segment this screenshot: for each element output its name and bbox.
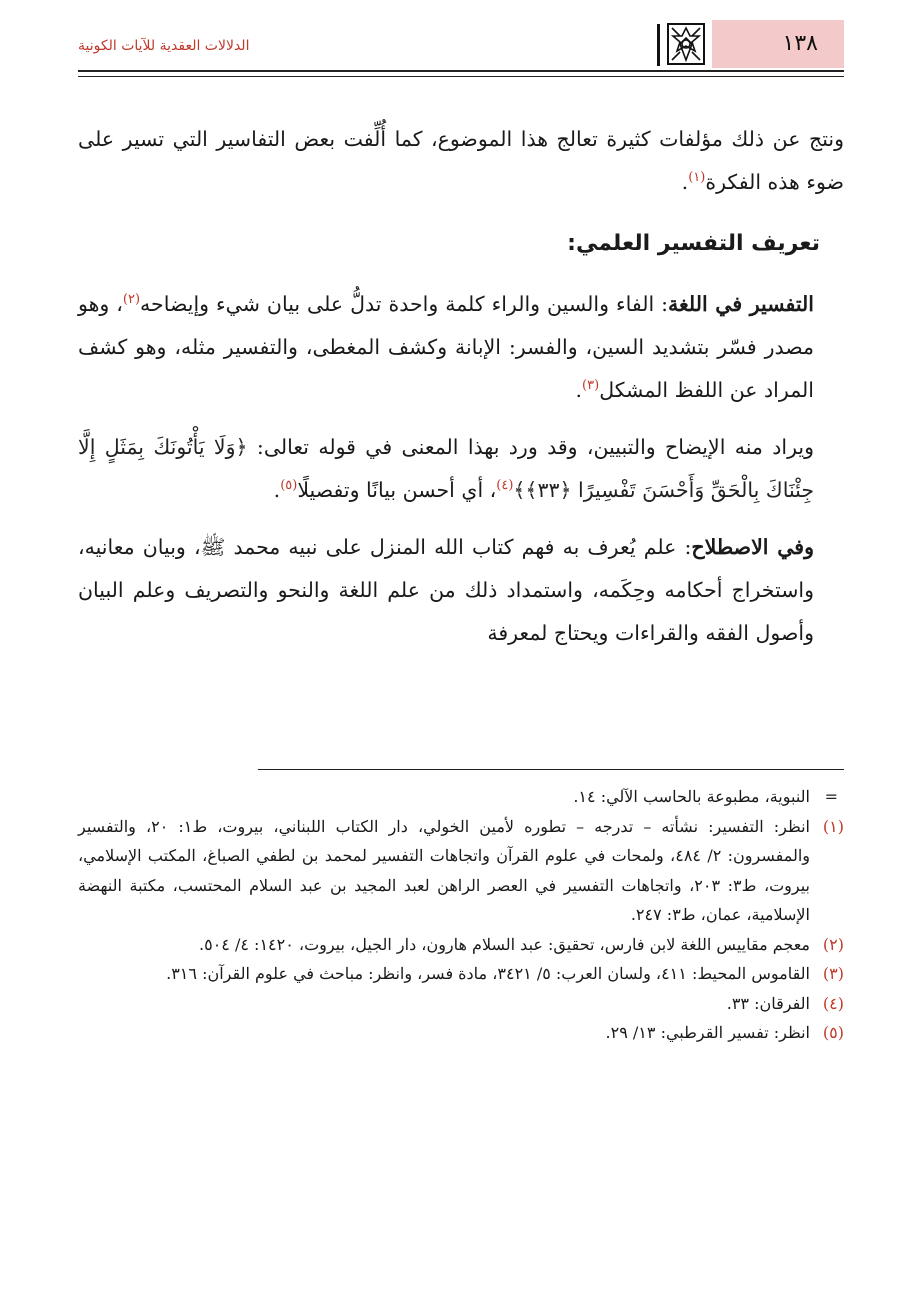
paragraph-3: ويراد منه الإيضاح والتبيين، وقد ورد بهذا المعنى في قوله تعالى: ﴿وَلَا يَأْتُونَكَ بِمَثَلٍ إِلَّا جِئْنَاكَ بِالْحَقِّ وَأَحْسَنَ تَفْسِيرًا ﴿٣٣﴾﴾$^{(٤)}$، أي أحسن بيانًا وتفصيلًا$^{(٥)}$.: [78, 435, 814, 502]
footnote-1: [78, 812, 844, 930]
footnote-ref-5[interactable]: (٥): [280, 478, 298, 494]
footnotes: [78, 782, 844, 1048]
footnote-text: انظر: تفسير القرطبي: ١٣/ ٢٩.: [605, 1023, 810, 1042]
footnote-continuation: = النبوية، مطبوعة بالحاسب الآلي: ١٤.: [78, 782, 844, 812]
continuation-mark: =: [824, 787, 838, 806]
footnote-number: (٥): [822, 1023, 844, 1042]
term-technical: وفي الاصطلاح: [691, 535, 814, 559]
page-number: ١٣٨: [782, 31, 818, 56]
term-linguistic: التفسير في اللغة: [668, 292, 815, 316]
page-number-badge: [712, 20, 844, 68]
footnote-3: [78, 959, 844, 989]
main-text: [78, 118, 844, 655]
footnote-ref-1[interactable]: (١): [688, 170, 706, 186]
header-rule: [78, 76, 844, 77]
paragraph-1: ونتج عن ذلك مؤلفات كثيرة تعالج هذا الموضوع، كما أُلِّفت بعض التفاسير التي تسير على ضوء هذه الفكرة$^{(١)}$.: [78, 127, 844, 194]
footnote-5: [78, 1018, 844, 1048]
footnote-number: (٣): [822, 964, 844, 983]
footnote-number: (٢): [822, 934, 844, 954]
footnote-text: انظر: التفسير: نشأته – تدرجه – تطوره لأمين الخولي، دار الكتاب اللبناني، بيروت، ط١: ٢٠، والتفسير والمفسرون: ٢/ ٤٨٤، ولمحات في علوم القرآن واتجاهات التفسير لمحمد بن لطفي الصباغ، المكتب الإسلامي، بيروت، ط٣: ٢٠٣، واتجاهات التفسير في العصر الراهن لعبد المجيد بن عبد السلام المحتسب، مكتبة النهضة الإسلامية، عمان، ط٣: ٢٤٧.: [78, 816, 811, 924]
page-header: [78, 20, 844, 72]
section-heading: تعريف التفسير العلمي:: [567, 231, 820, 256]
footnote-ref-2[interactable]: (٢): [122, 292, 141, 308]
footnote-4: [78, 989, 844, 1019]
running-title: الدلالات العقدية للآيات الكونية: [78, 38, 250, 54]
footnote-separator: [258, 769, 844, 770]
geometric-ornament-icon: [666, 22, 706, 66]
quran-verse: ﴿وَلَا يَأْتُونَكَ بِمَثَلٍ إِلَّا جِئْنَاكَ بِالْحَقِّ وَأَحْسَنَ تَفْسِيرًا ﴿٣٣﴾﴾: [78, 435, 814, 502]
footnote-number: (١): [822, 816, 844, 836]
footnote-text: القاموس المحيط: ٤١١، ولسان العرب: ٥/ ٣٤٢١، مادة فسر، وانظر: مباحث في علوم القرآن: ٣١٦.: [166, 964, 810, 983]
footnote-text: الفرقان: ٣٣.: [726, 993, 810, 1013]
footnote-text: معجم مقاييس اللغة لابن فارس، تحقيق: عبد السلام هارون، دار الجيل، بيروت، ١٤٢٠: ٤/ ٥٠٤.: [199, 934, 810, 954]
footnote-ref-3[interactable]: (٣): [582, 378, 600, 394]
paragraph-2: التفسير في اللغة: الفاء والسين والراء كلمة واحدة تدلُّ على بيان شيء وإيضاحه$^{(٢)}$، وهو مصدر فسّر بتشديد السين، والفسر: الإبانة وكشف المغطى، والتفسير مثله، وهو كشف المراد عن اللفظ المشكل$^{(٣)}$.: [78, 292, 815, 402]
footnote-ref-4[interactable]: (٤): [496, 478, 514, 494]
ornament-divider: [657, 24, 660, 66]
footnote-number: (٤): [822, 993, 844, 1013]
footnote-2: [78, 930, 844, 960]
paragraph-4: وفي الاصطلاح: علم يُعرف به فهم كتاب الله المنزل على نبيه محمد ﷺ، وبيان معانيه، واستخراج أحكامه وحِكَمه، واستمداد ذلك من علم اللغة والنحو والتصريف وعلم البيان وأصول الفقه والقراءات ويحتاج لمعرفة: [78, 535, 814, 645]
